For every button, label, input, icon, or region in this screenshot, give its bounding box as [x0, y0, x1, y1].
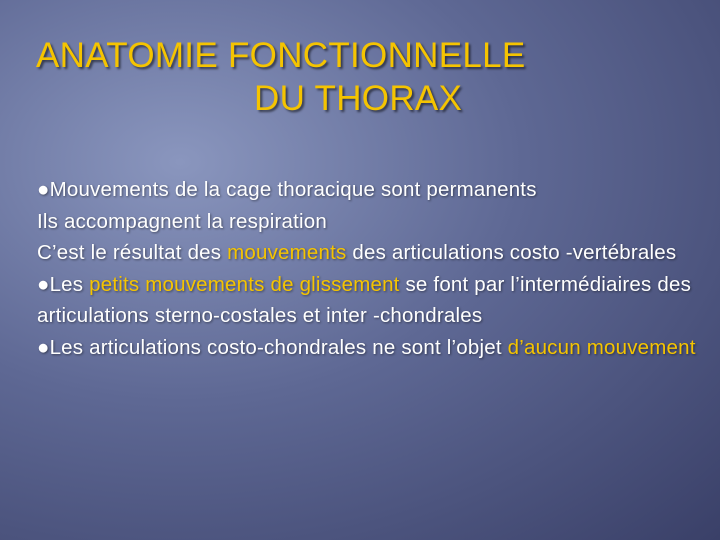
slide-title — [36, 34, 686, 120]
paragraph-5-text-a: ●Les articulations costo-chondrales ne sont l’objet — [37, 335, 508, 359]
paragraph-5 — [37, 332, 697, 364]
title-line-2: DU THORAX — [254, 79, 463, 118]
paragraph-4-text-a: ●Les — [37, 272, 90, 296]
paragraph-5-highlight: d’aucun mouvement — [507, 335, 696, 359]
paragraph-4-text-b: se font par l’intermédiaires des articulations sterno-costales et inter -chondrales — [37, 272, 692, 327]
paragraph-3-text-a: C’est le résultat des — [37, 241, 228, 264]
paragraph-4 — [37, 269, 697, 332]
paragraph-3-highlight: mouvements — [227, 241, 347, 264]
slide-body — [37, 174, 697, 363]
title-line-1: ANATOMIE FONCTIONNELLE — [36, 36, 526, 75]
paragraph-4-highlight: petits mouvements de glissement — [89, 272, 400, 296]
paragraph-2: Ils accompagnent la respiration — [37, 209, 327, 233]
paragraph-1: ●Mouvements de la cage thoracique sont permanents — [37, 178, 537, 201]
paragraph-3 — [37, 237, 697, 269]
paragraph-3-text-b: des articulations costo -vertébrales — [346, 241, 677, 264]
